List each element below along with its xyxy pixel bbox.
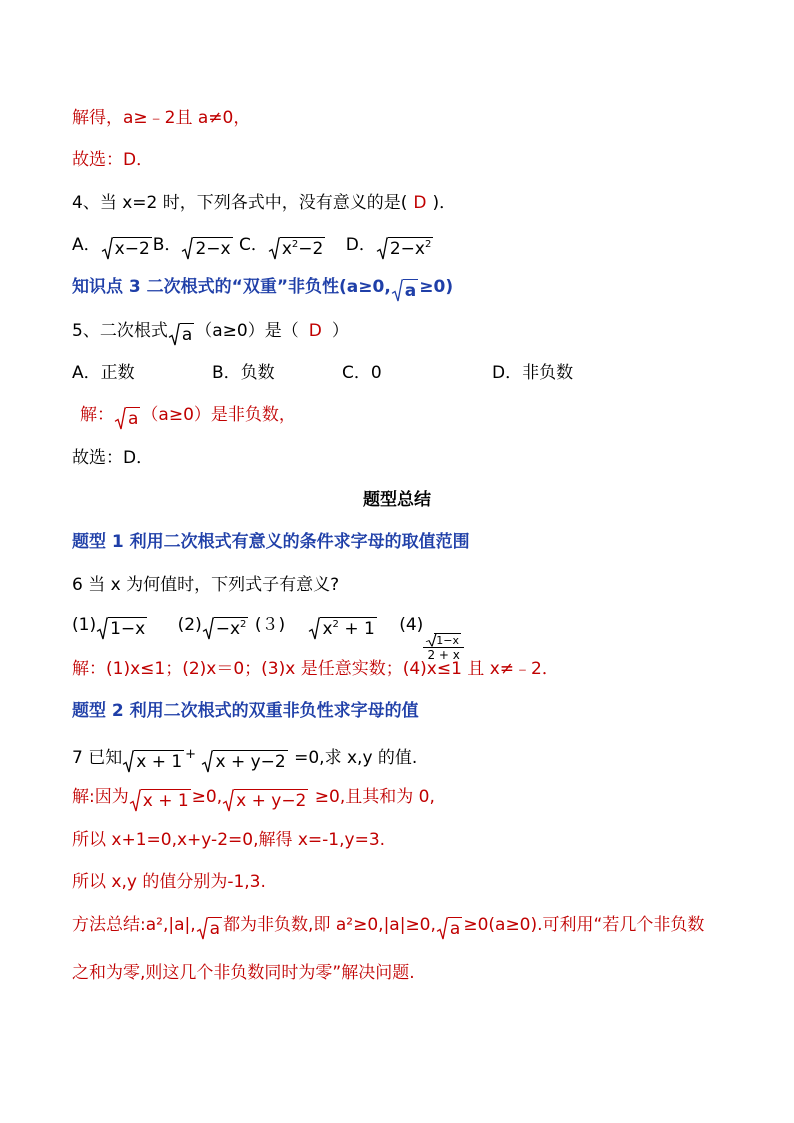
radical-a: a [197,917,222,940]
radical-option-a: x−2 [102,237,152,260]
solution-line-2: 故选：D． [72,150,154,170]
option-d-label: D． [345,235,376,255]
radical-a: a [115,407,140,430]
option-a: A．正数 [72,363,135,383]
q5-answer: D [308,321,322,341]
q4-stem-text: 4、当 x=2 时，下列各式中，没有意义的是( [72,193,408,213]
radical-x-squared-plus-1: $x^2 + 1$ [309,617,376,640]
radical-a: a [169,323,194,346]
question-7-solution-2: 所以 x+1=0,x+y-2=0,解得 x=-1,y=3. [72,830,386,850]
radical-a: a [437,917,462,940]
question-5-stem: 5、二次根式 a （a≥0）是（ D ） [72,321,349,345]
radical-a: a [392,279,418,302]
question-5-options [72,362,632,384]
option-a-label: A． [72,235,101,255]
question-6-answer: 解：(1)x≤1；(2)x＝0；(3)x 是任意实数；(4)x≤1 且 x≠﹣2． [72,659,559,679]
q4-stem-end: )． [432,193,457,213]
section-title: 题型总结 [363,490,431,510]
question-7-solution-3: 所以 x,y 的值分别为-1,3. [72,872,266,892]
type-2-heading: 题型 2 利用二次根式的双重非负性求字母的值 [72,701,419,721]
radical-option-b: 2−x [182,237,232,260]
option-b-label: B． [152,235,182,255]
question-4-stem [72,192,456,214]
question-5-conclusion: 故选：D． [72,448,154,468]
radical-x-plus-1: x + 1 [123,750,184,773]
option-d: D．非负数 [492,363,574,383]
radical-1-x: 1−x [97,617,147,640]
radical-x-plus-y-minus-2: x + y−2 [223,789,308,812]
method-summary-line-1: 方法总结:a²,|a|, a 都为非负数,即 a²≥0,|a|≥0, a ≥0(a≥0).可利用“若几个非负数 [72,915,705,939]
radical-option-d: $2-x^2$ [377,237,434,260]
knowledge-point-3-heading: 知识点 3 二次根式的“双重”非负性(a≥0, a ≥0) [72,277,454,301]
type-1-heading: 题型 1 利用二次根式有意义的条件求字母的取值范围 [72,532,470,552]
question-6-stem: 6 当 x 为何值时，下列式子有意义? [72,575,340,595]
q4-answer: D [413,193,427,213]
radical-option-c: $x^2-2$ [269,237,326,260]
question-7-solution-1: 解:因为 x + 1 ≥0, x + y−2 ≥0,且其和为 0, [72,787,435,811]
question-7-stem: 7 已知 x + 1 + x + y−2 =0,求 x,y 的值. [72,747,418,772]
radical-x-plus-y-minus-2: x + y−2 [202,750,287,773]
question-4-options [72,234,434,260]
question-6-expressions: (1) 1−x (2) $-x^2$ (３) $x^2 + 1$ (4) $\frac{1-x}{2 + x}$ [72,614,464,662]
option-c: C．0 [342,363,382,383]
method-summary-line-2: 之和为零,则这几个非负数同时为零”解决问题. [72,963,415,983]
radical-x-plus-1: x + 1 [130,789,191,812]
radical-neg-x-squared: $-x^2$ [203,617,249,640]
fraction-expression: $\frac{1-x}{2 + x}$ [423,633,464,662]
question-5-solution: 解： a （a≥0）是非负数， [80,405,296,429]
radical-1-x: 1−x [426,633,461,647]
option-c-label: C． [238,235,268,255]
option-b: B．负数 [212,363,275,383]
solution-line-1: 解得，a≥﹣2且 a≠0， [72,108,251,128]
